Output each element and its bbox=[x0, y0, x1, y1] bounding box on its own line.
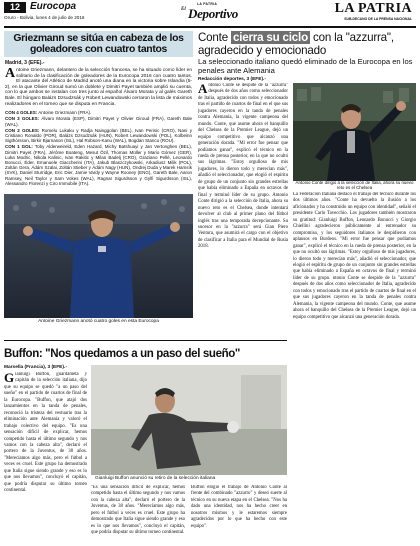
griezmann-article bbox=[4, 31, 193, 338]
newspaper-logo: LA PATRIA bbox=[334, 1, 412, 16]
section-title: Eurocopa bbox=[30, 1, 77, 12]
conte-photo bbox=[293, 83, 416, 190]
conte-byline: Redacción deportes, 3 (EFE).- bbox=[198, 77, 266, 83]
conte-article-header bbox=[198, 31, 416, 82]
scorers-entry: CON 4 GOLES: Antoine Griezmann (FRA). bbox=[5, 110, 92, 116]
supplement-kicker: LA PATRIA bbox=[197, 2, 218, 6]
griezmann-photo bbox=[4, 194, 193, 325]
conte-column-1: Antonio Conte se despide de la "azzurra" después de dos años como seleccionador de Italia, agradecido con todos y emocionado tras el partido de cuartos de final en el que sus jugadores cayeron en la tanda de penales contra Alemania, la vigente campeona del mundo. Conte, que asume ahora el banquillo del Chelsea de la Premier League, dejó un equipo competitivo que alcanzó una generación dorada. "Mi error fue pensar que podíamos ganar", explicó el técnico en la rueda de prensa posterior, en la que no ocultó sus lágrimas. "Estoy orgulloso de mis jugadores, lo dieron todo y merecían más", añadió el seleccionador, que elogió el espíritu de grupo de un conjunto sin grandes estrellas que había eliminado a España en octavos de final y terminó líder de su grupo. Antonio Conte dirigió a la selección de Italia, ahora su nuevo reto es el Chelsea, donde intentará devolver al club al primer plano del fútbol inglés tras una temporada decepcionante. Su sucesor en la "azzurra" será Gian Piero Ventura, que asumirá el cargo con el objetivo de clasificar a Italia para el Mundial de Rusia 2018. bbox=[198, 83, 288, 250]
griezmann-photo-image bbox=[4, 194, 193, 318]
griezmann-byline: Madrid, 3 (EFE).- bbox=[5, 60, 45, 66]
scorers-entry: CON 1 GOL: Toby Alderweireld, Eden Hazard, Michy Batshuayi y Jan Vertonghen (BEL), Dimitri Payet (FRA), Jérôme Boateng, Mesut Özil, Thomas Müller y Mario Gómez (GER), Luka Modric, Nikola Kalinic, Ivan Rakitic y Milan Badelj (CRO), Graziano Pellè, Leonardo Bonucci, Éder, Emanuele Giaccherini (ITA), Jakub Blaszczykowski, Arkadiusz Milik (POL), Zoltán Gera, Ádám Szalai, Zoltán Stieber y Ádám Nagy (HUN), Ondrej Duda y Marek Hamsík (SVK), Daniel Sturridge, Eric Dier, Jamie Vardy y Wayne Rooney (ENG), Gareth Bale, Aaron Ramsey, Neil Taylor y Sam Vokes (WAL), Ragnar Sigurdsson y Gylfi Sigurdsson (ISL), Alessandro Florenzi y Ciro Immobile (ITA). bbox=[5, 144, 192, 186]
conte-photo-image bbox=[293, 83, 416, 181]
drop-cap: A bbox=[198, 83, 208, 96]
conte-photo-caption: Antonio Conte dirigió a la selección de Italia, ahora su nuevo reto es el Chelsea bbox=[293, 181, 416, 190]
supplement-logo: Deportivo bbox=[188, 6, 239, 21]
buffon-column-2: "Es una sensación difícil de explicar, hemos competido hasta el último segundo y nos vamos con la cabeza alta", declaró el portero de la Juventus, de 38 años. "Merecíamos algo más, pero el fútbol a veces es cruel. Este grupo ha demostrado que Italia sigue siendo grande y eso es lo que nos llevamos", concluyó el capitán, que podría disputar su último torneo continental. bbox=[91, 485, 185, 536]
scorers-entry: CON 3 GOLES: Álvaro Morata (ESP), Dimitri Payet y Olivier Giroud (FRA), Gareth Bale (WAL). bbox=[5, 116, 192, 127]
buffon-photo-caption: Gianluigi Buffon anunció su retiro de la selección italiana bbox=[91, 475, 287, 482]
griezmann-headline: Griezmann se sitúa en cabeza de los goleadores con cuatro tantos bbox=[4, 31, 193, 57]
buffon-headline: Buffon: "Nos quedamos a un paso del sueño" bbox=[4, 346, 241, 360]
scorers-list bbox=[4, 110, 193, 186]
drop-cap: A bbox=[5, 66, 16, 81]
griezmann-lead bbox=[4, 68, 193, 107]
buffon-column-1: Gianluigi Buffon, guardameta y capitán de la selección italiana, dijo que su equipo se quedó "a un paso del sueño" en el partido de cuartos de final de la Eurocopa. "Buffon, que atajó dos lanzamientos en la tanda de penales, reconoció la tristeza del vestuario tras la eliminación ante Alemania y valoró el trabajo colectivo del equipo. "Es una sensación difícil de explicar, hemos competido hasta el último segundo y nos vamos con la cabeza alta", declaró el portero de la Juventus, de 38 años. "Merecíamos algo más, pero el fútbol a veces es cruel. Este grupo ha demostrado que Italia sigue siendo grande y eso es lo que nos llevamos", concluyó el capitán, que podría disputar su último torneo continental. bbox=[4, 372, 87, 494]
griezmann-photo-caption: Antoine Griezmann anotó cuatro goles en esta Eurocopa bbox=[4, 318, 193, 325]
buffon-photo-image bbox=[91, 365, 287, 475]
griezmann-lead-text: ntoine Griezmann, delantero de la selección francesa, se ha situado como líder en solitario de la clasificación de goleadores de la Eurocopa 2016 con cuatro tantos. El atacante del Atlético de Madrid anotó una diana en la victoria sobre Islandia (5-2), en la que Olivier Giroud sumó un doblete y Dimitri Payet también amplió su cuenta, con lo que ambos se instalan con tres junto al español Álvaro Morata y al galés Gareth Bale. El húngaro Balázs Dzsudzsák y Robert Lewandowski cerraron la lista de máximos realizadores en el torneo que se disputa en Francia. bbox=[5, 68, 192, 107]
newspaper-tagline: SUB-DECANO DE LA PRENSA NACIONAL bbox=[344, 17, 412, 21]
supplement-article: El bbox=[181, 7, 186, 12]
buffon-byline: Marsella (Francia), 3 (EFE).- bbox=[4, 365, 67, 370]
section-divider bbox=[4, 340, 287, 341]
drop-cap: G bbox=[4, 372, 15, 385]
conte-headline-highlight: cierra su ciclo bbox=[232, 31, 308, 44]
buffon-column-3: Buffon elogió el trabajo de Antonio Conte al frente del combinado "azzurro" y deseó suerte al técnico en su nueva etapa en el Chelsea. "Nos ha dado una identidad, nos ha hecho creer en nosotros mismos y le estaremos siempre agradecidos por lo que ha hecho con este equipo". bbox=[191, 485, 287, 529]
conte-subhead: La seleccionado italiano quedó eliminado de la Eurocopa en los penales ante Alemania bbox=[198, 57, 413, 75]
conte-column-2: La Federación Italiana destacó el trabajo del técnico durante los dos últimos años. "Conte ha devuelto la ilusión a los aficionados y ha construido un equipo con identidad", señaló el presidente Carlo Tavecchio. Los jugadores también mostraron su gratitud: Gianluigi Buffon, Leonardo Bonucci y Giorgio Chiellini agradecieron públicamente al entrenador su compromiso, y los seguidores italianos le despidieron con aplausos en Burdeos. "Mi error fue pensar que podíamos ganar", explicó el técnico en la rueda de prensa posterior, en la que no ocultó sus lágrimas. "Estoy orgulloso de mis jugadores, lo dieron todo y merecían más", añadió el seleccionador, que elogió el espíritu de grupo de un conjunto sin grandes estrellas que había eliminado a España en octavos de final y terminó líder de su grupo. ntonio Conte se despide de la "azzurra" después de dos años como seleccionador de Italia, agradecido con todos y emocionado tras el partido de cuartos de final en el que sus jugadores cayeron en la tanda de penales contra Alemania, la vigente campeona del mundo. Conte, que asume ahora el banquillo del Chelsea de la Premier League, dejó un equipo competitivo que alcanzó una generación dorada. bbox=[293, 192, 416, 320]
masthead-rule bbox=[4, 26, 416, 28]
page-number: 12 bbox=[4, 2, 26, 13]
conte-headline: Conte cierra su ciclo con la "azzurra", agradecido y emocionado bbox=[198, 31, 394, 57]
scorers-entry: CON 2 GOLES: Romelu Lukaku y Radja Nainggolan (BEL), Ivan Perisic (CRO), Nani y Cristiano Ronaldo (POR), Balázs Dzsudzsák (HUN), Robert Lewandowski (POL), Kolbeinn Sigthórsson, Birkir Bjarnason (ISL), Hal Robson-Kanu (WAL), Bogdan Stancu (ROU). bbox=[5, 127, 192, 144]
dateline: Oruro - Bolivia, lunes 4 de julio de 2016 bbox=[4, 15, 85, 20]
masthead bbox=[0, 0, 420, 30]
buffon-photo bbox=[91, 365, 287, 483]
